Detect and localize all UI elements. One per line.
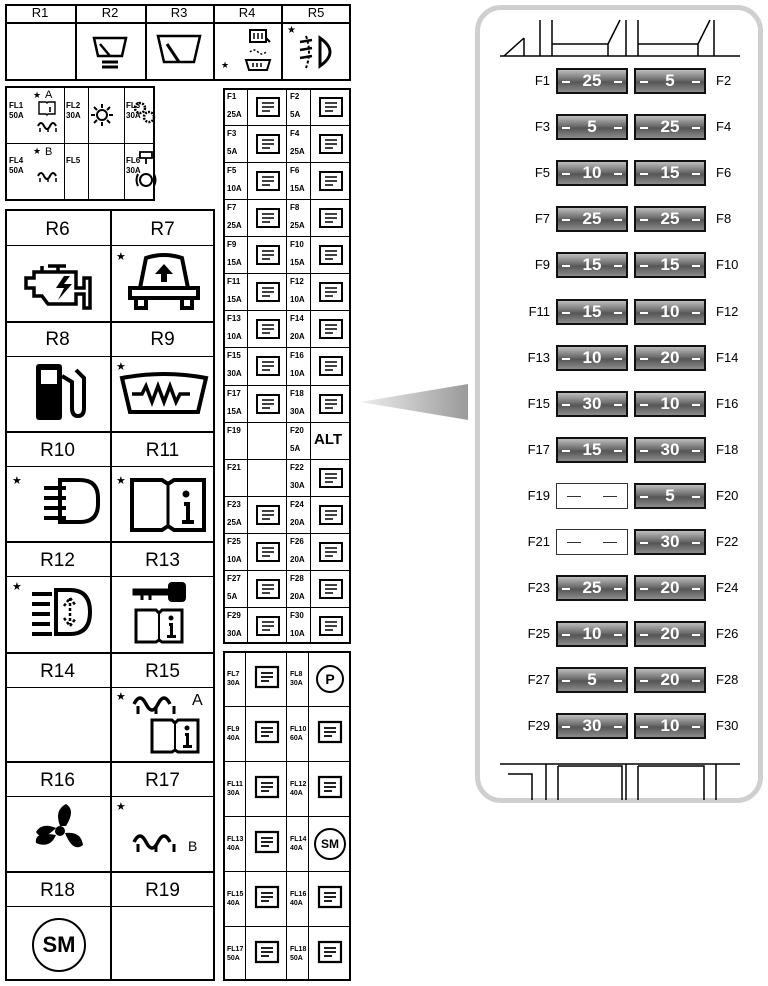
mini-fuse-amp: 10A bbox=[227, 554, 242, 564]
mini-fuse-amp: 5A bbox=[227, 591, 238, 601]
star-r9: ★ bbox=[116, 361, 126, 373]
fuse[interactable] bbox=[556, 713, 628, 739]
fusible-link-name: FL11 bbox=[227, 781, 243, 788]
mini-fuse-name: F6 bbox=[290, 166, 300, 176]
parking-icon: P bbox=[316, 665, 344, 693]
mini-fuse-amp: 25A bbox=[290, 147, 305, 157]
fusible-link-name: FL12 bbox=[290, 781, 307, 788]
fuse[interactable] bbox=[634, 68, 706, 94]
fuse-amperage: 15 bbox=[660, 255, 680, 275]
fuse[interactable] bbox=[634, 575, 706, 601]
circuit-symbol-icon bbox=[253, 576, 283, 602]
circuit-symbol-icon bbox=[316, 502, 346, 528]
mini-fuse-name: F3 bbox=[227, 129, 237, 139]
circuit-symbol-icon bbox=[316, 205, 346, 231]
mini-fuse-name: F24 bbox=[290, 499, 304, 509]
fuse[interactable] bbox=[556, 345, 628, 371]
fl4-mark-b: B bbox=[45, 146, 53, 158]
fl3-name: FL3 bbox=[126, 101, 141, 110]
mini-fuse-name: F5 bbox=[227, 166, 237, 176]
mini-fuse-amp: 25A bbox=[227, 110, 242, 119]
fusible-link-name: FL7 bbox=[227, 671, 240, 678]
circuit-symbol-icon bbox=[253, 279, 283, 305]
r15-mark-a: A bbox=[192, 692, 203, 709]
fuse[interactable] bbox=[556, 206, 628, 232]
mini-fuse-amp: 10A bbox=[227, 332, 242, 342]
circuit-symbol-icon bbox=[253, 168, 283, 194]
fuse-amperage: 5 bbox=[587, 117, 597, 137]
fuse[interactable] bbox=[556, 252, 628, 278]
fuse-slot-right-label: F14 bbox=[716, 349, 739, 365]
fuse-slot-right-label: F6 bbox=[716, 165, 732, 181]
circuit-symbol-icon bbox=[316, 279, 346, 305]
starter-motor-icon: SM bbox=[314, 828, 346, 860]
relay-label-r11: R11 bbox=[145, 440, 180, 461]
fuse[interactable] bbox=[556, 483, 628, 509]
circuit-symbol-icon bbox=[314, 718, 346, 748]
circuit-symbol-icon bbox=[251, 828, 283, 858]
fuse[interactable] bbox=[556, 299, 628, 325]
mini-fuse-amp: 25A bbox=[290, 221, 305, 231]
star-r5: ★ bbox=[287, 25, 296, 36]
circuit-symbol-icon bbox=[251, 773, 283, 803]
mini-fuse-name: F29 bbox=[227, 610, 241, 620]
fuse-slot-left-label: F29 bbox=[527, 718, 550, 734]
fusible-link-amp: 40A bbox=[227, 735, 240, 742]
fuse-amperage: 10 bbox=[582, 624, 602, 644]
rear-defrost-icon bbox=[244, 28, 274, 76]
relay-label-r16: R16 bbox=[40, 770, 75, 791]
fuse-amperage: 5 bbox=[587, 670, 597, 690]
circuit-symbol-icon bbox=[251, 938, 283, 968]
mini-fuse-name: F7 bbox=[227, 203, 237, 213]
circuit-symbol-icon bbox=[253, 131, 283, 157]
star-fl1: ★ bbox=[33, 90, 42, 100]
fusible-link-amp: 50A bbox=[290, 955, 303, 962]
fuse-slot-right-label: F4 bbox=[716, 119, 732, 135]
mini-fuse-name: F8 bbox=[290, 203, 300, 213]
mini-fuse-amp: 25A bbox=[227, 517, 242, 527]
fusible-link-name: FL8 bbox=[290, 671, 303, 678]
circuit-symbol-icon bbox=[314, 773, 346, 803]
mini-fuse-name: F12 bbox=[290, 277, 304, 287]
fuse-amperage: 25 bbox=[582, 209, 602, 229]
mini-fuse-name: F18 bbox=[290, 388, 304, 398]
fuse-amperage: 30 bbox=[582, 393, 602, 413]
circuit-symbol-icon bbox=[316, 391, 346, 417]
fuse[interactable] bbox=[634, 252, 706, 278]
fuse-slot-right-label: F24 bbox=[716, 580, 739, 596]
fusible-link-name: FL13 bbox=[227, 836, 244, 843]
circuit-symbol-icon bbox=[251, 883, 283, 913]
mini-fuse-name: F15 bbox=[227, 351, 241, 361]
fuse-slot-right-label: F22 bbox=[716, 534, 739, 549]
mini-fuse-name: F11 bbox=[227, 277, 241, 287]
fusible-link-amp: 50A bbox=[227, 955, 240, 962]
manual-icon bbox=[134, 608, 184, 644]
fl6-amp: 30A bbox=[126, 166, 141, 175]
fusible-link-amp: 30A bbox=[290, 680, 303, 687]
circuit-symbol-icon bbox=[316, 94, 346, 120]
fuse-box-top-connector bbox=[500, 18, 740, 58]
mini-fuse-amp: 15A bbox=[290, 184, 305, 194]
glow-plug-icon bbox=[130, 830, 184, 854]
circuit-symbol-icon bbox=[316, 539, 346, 565]
fuse-amperage: 30 bbox=[582, 716, 602, 736]
circuit-symbol-icon bbox=[253, 353, 283, 379]
relay-label-r18: R18 bbox=[40, 880, 75, 901]
fuse-amperage: 10 bbox=[660, 716, 680, 736]
manual-icon bbox=[130, 478, 206, 532]
star-r10: ★ bbox=[12, 475, 22, 487]
fuse-slot-left-label: F9 bbox=[534, 257, 550, 273]
relay-label-r12: R12 bbox=[40, 550, 75, 571]
fl4-amp: 50A bbox=[9, 166, 24, 175]
circuit-symbol-icon bbox=[316, 576, 346, 602]
fuse-slot-right-label: F8 bbox=[716, 211, 732, 227]
fuse-amperage: 25 bbox=[660, 117, 680, 137]
star-r17: ★ bbox=[116, 801, 126, 813]
mini-fuse-amp: 15A bbox=[227, 258, 242, 268]
fl1-name: FL1 bbox=[9, 101, 24, 110]
fuse-amperage: 20 bbox=[660, 347, 680, 367]
fuse-amperage: 10 bbox=[660, 393, 680, 413]
fuse-slot-left-label: F11 bbox=[528, 303, 550, 319]
fuse-slot-right-label: F12 bbox=[716, 303, 739, 319]
mini-fuse-amp: 20A bbox=[290, 517, 305, 527]
manual-icon bbox=[38, 101, 56, 115]
fuse[interactable] bbox=[634, 206, 706, 232]
fuse-amperage: 25 bbox=[582, 578, 602, 598]
relay-label-r15: R15 bbox=[145, 661, 180, 682]
relay-label-r2: R2 bbox=[101, 5, 119, 20]
fuse-slot-right-label: F26 bbox=[716, 626, 739, 642]
fuse-slot-right-label: F18 bbox=[716, 441, 739, 457]
glow-plug-icon bbox=[36, 170, 60, 184]
fusible-link-amp: 40A bbox=[290, 790, 303, 797]
fuse[interactable] bbox=[556, 391, 628, 417]
glow-plug-icon bbox=[36, 120, 60, 134]
fuse-amperage: 15 bbox=[582, 439, 602, 459]
lift-gate-icon bbox=[126, 252, 202, 312]
fl2-amp: 30A bbox=[66, 111, 81, 120]
fuse[interactable] bbox=[556, 114, 628, 140]
mini-fuse-amp: 20A bbox=[290, 332, 305, 342]
fusible-link-name: FL16 bbox=[290, 891, 307, 898]
fusible-link-name: FL18 bbox=[290, 946, 307, 953]
fuse-slot-right-label: F2 bbox=[716, 73, 732, 88]
headlight-icon bbox=[42, 476, 100, 528]
fuse[interactable] bbox=[634, 345, 706, 371]
fuse-slot-right-label: F28 bbox=[716, 672, 739, 688]
circuit-symbol-icon bbox=[253, 316, 283, 342]
fuse[interactable] bbox=[634, 160, 706, 186]
circuit-symbol-icon bbox=[316, 168, 346, 194]
mini-fuse-name: F25 bbox=[227, 536, 241, 546]
fl1-amp: 50A bbox=[9, 111, 24, 120]
fuse[interactable] bbox=[556, 575, 628, 601]
mini-fuse-amp: 30A bbox=[227, 369, 242, 379]
mini-fuse-name: F23 bbox=[227, 499, 241, 509]
circuit-symbol-icon bbox=[251, 718, 283, 748]
fuse[interactable] bbox=[634, 483, 706, 509]
relay-label-r1: R1 bbox=[31, 5, 49, 20]
light-icon bbox=[90, 104, 114, 126]
wiper-icon bbox=[155, 32, 203, 68]
fuse-amperage: 10 bbox=[582, 347, 602, 367]
fuse-slot-left-label: F3 bbox=[534, 119, 550, 135]
relay-label-r7: R7 bbox=[150, 219, 175, 240]
starter-motor-icon: SM bbox=[32, 918, 86, 972]
fuse-amperage: 30 bbox=[660, 532, 680, 551]
fusible-link-amp: 30A bbox=[227, 680, 240, 687]
mini-fuse-name: F14 bbox=[290, 314, 304, 324]
fuel-pump-icon bbox=[32, 362, 84, 422]
mini-fuse-name: F28 bbox=[290, 573, 304, 583]
mini-fuse-amp: 20A bbox=[290, 591, 305, 601]
mini-fuse-amp: 10A bbox=[227, 184, 242, 194]
circuit-symbol-icon bbox=[316, 353, 346, 379]
fusible-link-amp: 60A bbox=[290, 735, 303, 742]
mini-fuse-amp: 15A bbox=[290, 258, 305, 268]
mini-fuse-amp: 10A bbox=[290, 295, 305, 305]
mini-fuse-name: F1 bbox=[227, 92, 237, 101]
star-r12: ★ bbox=[12, 581, 22, 593]
circuit-symbol-icon bbox=[253, 205, 283, 231]
relay-label-r4: R4 bbox=[238, 5, 256, 20]
fusible-link-amp: 40A bbox=[290, 845, 303, 852]
fl6-name: FL6 bbox=[126, 156, 141, 165]
circuit-symbol-icon bbox=[316, 465, 346, 491]
fuse-slot-right-label: F16 bbox=[716, 395, 739, 411]
mini-fuse-name: F17 bbox=[227, 388, 241, 398]
fuse-slot-right-label: F30 bbox=[716, 718, 739, 734]
fuse-slot-left-label: F19 bbox=[527, 487, 550, 503]
mini-fuse-amp: 30A bbox=[290, 480, 305, 490]
fusible-link-amp: 40A bbox=[290, 900, 303, 907]
mini-fuse-name: F4 bbox=[290, 129, 300, 139]
mini-fuse-amp: 10A bbox=[290, 369, 305, 379]
fuse[interactable] bbox=[634, 621, 706, 647]
mini-fuse-amp: 15A bbox=[227, 406, 242, 416]
mini-fuse-name: F19 bbox=[227, 425, 241, 435]
fuse-slot-left-label: F21 bbox=[527, 534, 550, 549]
fuse[interactable] bbox=[556, 160, 628, 186]
mini-fuse-amp: 5A bbox=[290, 110, 301, 119]
mini-fuse-name: F10 bbox=[290, 240, 304, 250]
fuse-amperage: 15 bbox=[660, 163, 680, 183]
mini-fuse-name: F27 bbox=[227, 573, 241, 583]
fuse[interactable] bbox=[634, 713, 706, 739]
relay-label-r10: R10 bbox=[40, 440, 75, 461]
fusible-link-name: FL17 bbox=[227, 946, 244, 953]
fuse-slot-left-label: F27 bbox=[527, 672, 550, 688]
circuit-symbol-icon bbox=[253, 242, 283, 268]
fuse-slot-right-label: F10 bbox=[716, 257, 739, 273]
fusible-link-name: FL14 bbox=[290, 836, 307, 843]
relay-label-r6: R6 bbox=[45, 219, 70, 240]
fuse-amperage: 5 bbox=[665, 485, 675, 505]
relay-label-r5: R5 bbox=[307, 5, 325, 20]
fuse[interactable] bbox=[556, 68, 628, 94]
fuse-amperage: 5 bbox=[665, 71, 675, 90]
mini-fuse-amp: 5A bbox=[290, 443, 301, 453]
circuit-symbol-icon bbox=[253, 613, 283, 639]
fusible-link-amp: 40A bbox=[227, 900, 240, 907]
star-r7: ★ bbox=[116, 251, 126, 263]
mini-fuse-amp: 25A bbox=[227, 221, 242, 231]
circuit-symbol-icon bbox=[251, 663, 283, 693]
circuit-symbol-icon bbox=[253, 502, 283, 528]
fuse[interactable] bbox=[634, 114, 706, 140]
fuse-slot-left-label: F17 bbox=[527, 441, 550, 457]
windscreen-heater-icon bbox=[118, 372, 210, 418]
key-icon bbox=[132, 580, 188, 604]
star-r15: ★ bbox=[116, 691, 126, 703]
mini-fuse-name: F20 bbox=[290, 425, 304, 435]
glow-plug-icon bbox=[130, 692, 184, 716]
fuse-slot-left-label: F13 bbox=[527, 349, 550, 365]
r17-mark-b: B bbox=[188, 838, 198, 854]
fl3-amp: 30A bbox=[126, 111, 141, 120]
mini-fuse-name: F16 bbox=[290, 351, 304, 361]
fuse-amperage: 10 bbox=[660, 301, 680, 321]
mini-fuse-amp: 30A bbox=[290, 406, 305, 416]
fusible-link-amp: 30A bbox=[227, 790, 240, 797]
fuse[interactable] bbox=[634, 437, 706, 463]
star-fl4: ★ bbox=[33, 146, 42, 156]
pointer-arrow bbox=[360, 382, 470, 422]
circuit-symbol-icon bbox=[253, 391, 283, 417]
relay-label-r14: R14 bbox=[40, 661, 75, 682]
mini-fuse-amp: 15A bbox=[227, 295, 242, 305]
fuse-slot-left-label: F7 bbox=[534, 211, 550, 227]
fuse-slot-left-label: F5 bbox=[534, 165, 550, 181]
fl4-name: FL4 bbox=[9, 156, 24, 165]
fuse[interactable] bbox=[634, 667, 706, 693]
fusible-link-amp: 40A bbox=[227, 845, 240, 852]
circuit-symbol-icon bbox=[316, 131, 346, 157]
manual-icon bbox=[150, 718, 200, 754]
fuse-slot-left-label: F15 bbox=[527, 395, 550, 411]
relay-label-r19: R19 bbox=[145, 880, 180, 901]
fuse-amperage: 10 bbox=[582, 163, 602, 183]
circuit-symbol-icon bbox=[316, 613, 346, 639]
mini-fuse-name: F2 bbox=[290, 92, 300, 101]
fuse[interactable] bbox=[556, 621, 628, 647]
mini-fuse-name: F26 bbox=[290, 536, 304, 546]
fl5-name: FL5 bbox=[66, 156, 81, 165]
relay-label-r9: R9 bbox=[150, 329, 175, 350]
circuit-symbol-icon bbox=[253, 539, 283, 565]
mini-fuse-amp: 5A bbox=[227, 147, 238, 157]
fuse-amperage: 15 bbox=[582, 255, 602, 275]
brake-icon bbox=[136, 150, 156, 192]
fuse[interactable] bbox=[634, 299, 706, 325]
front-fog-light-icon bbox=[296, 34, 346, 70]
gears-icon bbox=[132, 100, 156, 124]
fan-icon bbox=[30, 800, 90, 862]
fuse-slot-left-label: F23 bbox=[527, 580, 550, 596]
washer-icon bbox=[90, 32, 130, 72]
fuse[interactable] bbox=[556, 529, 628, 555]
fuse-slot-right-label: F20 bbox=[716, 487, 739, 503]
circuit-symbol-icon bbox=[314, 883, 346, 913]
fusible-link-name: FL15 bbox=[227, 891, 244, 898]
relay-label-r17: R17 bbox=[145, 770, 180, 791]
fl2-name: FL2 bbox=[66, 101, 81, 110]
fuse-slot-left-label: F25 bbox=[527, 626, 550, 642]
fusible-link-name: FL10 bbox=[290, 726, 307, 733]
star-r11: ★ bbox=[116, 475, 126, 487]
fuse-amperage: 15 bbox=[582, 301, 602, 321]
fuse-box-bottom-connector bbox=[500, 762, 740, 802]
fuse-amperage: 20 bbox=[660, 624, 680, 644]
star-r4: ★ bbox=[221, 60, 230, 70]
fl1-mark-a: A bbox=[45, 89, 53, 101]
headlight-leveling-icon bbox=[30, 586, 92, 640]
fuse-amperage: 20 bbox=[660, 670, 680, 690]
mini-fuse-name: F30 bbox=[290, 610, 304, 620]
fuse[interactable] bbox=[634, 529, 706, 555]
fuse[interactable] bbox=[556, 437, 628, 463]
fuse-amperage: 20 bbox=[660, 578, 680, 598]
engine-icon bbox=[20, 256, 98, 312]
circuit-symbol-icon bbox=[314, 938, 346, 968]
mini-fuse-name: F21 bbox=[227, 462, 241, 472]
fusible-link-name: FL9 bbox=[227, 726, 240, 733]
mini-fuse-name: F22 bbox=[290, 462, 304, 472]
relay-label-r3: R3 bbox=[170, 5, 188, 20]
circuit-symbol-icon bbox=[316, 242, 346, 268]
fuse-slot-left-label: F1 bbox=[534, 73, 550, 88]
mini-fuse-amp: 10A bbox=[290, 628, 305, 638]
mini-fuse-name: F13 bbox=[227, 314, 241, 324]
fuse-amperage: 25 bbox=[582, 71, 602, 90]
fuse-amperage: 30 bbox=[660, 439, 680, 459]
relay-label-r8: R8 bbox=[45, 329, 70, 350]
alternator-label: ALT bbox=[314, 430, 343, 448]
fuse-amperage: 25 bbox=[660, 209, 680, 229]
circuit-symbol-icon bbox=[253, 94, 283, 120]
mini-fuse-name: F9 bbox=[227, 240, 237, 250]
fuse[interactable] bbox=[634, 391, 706, 417]
fuse[interactable] bbox=[556, 667, 628, 693]
mini-fuse-amp: 30A bbox=[227, 628, 242, 638]
mini-fuse-amp: 20A bbox=[290, 554, 305, 564]
circuit-symbol-icon bbox=[316, 316, 346, 342]
relay-label-r13: R13 bbox=[145, 550, 180, 571]
